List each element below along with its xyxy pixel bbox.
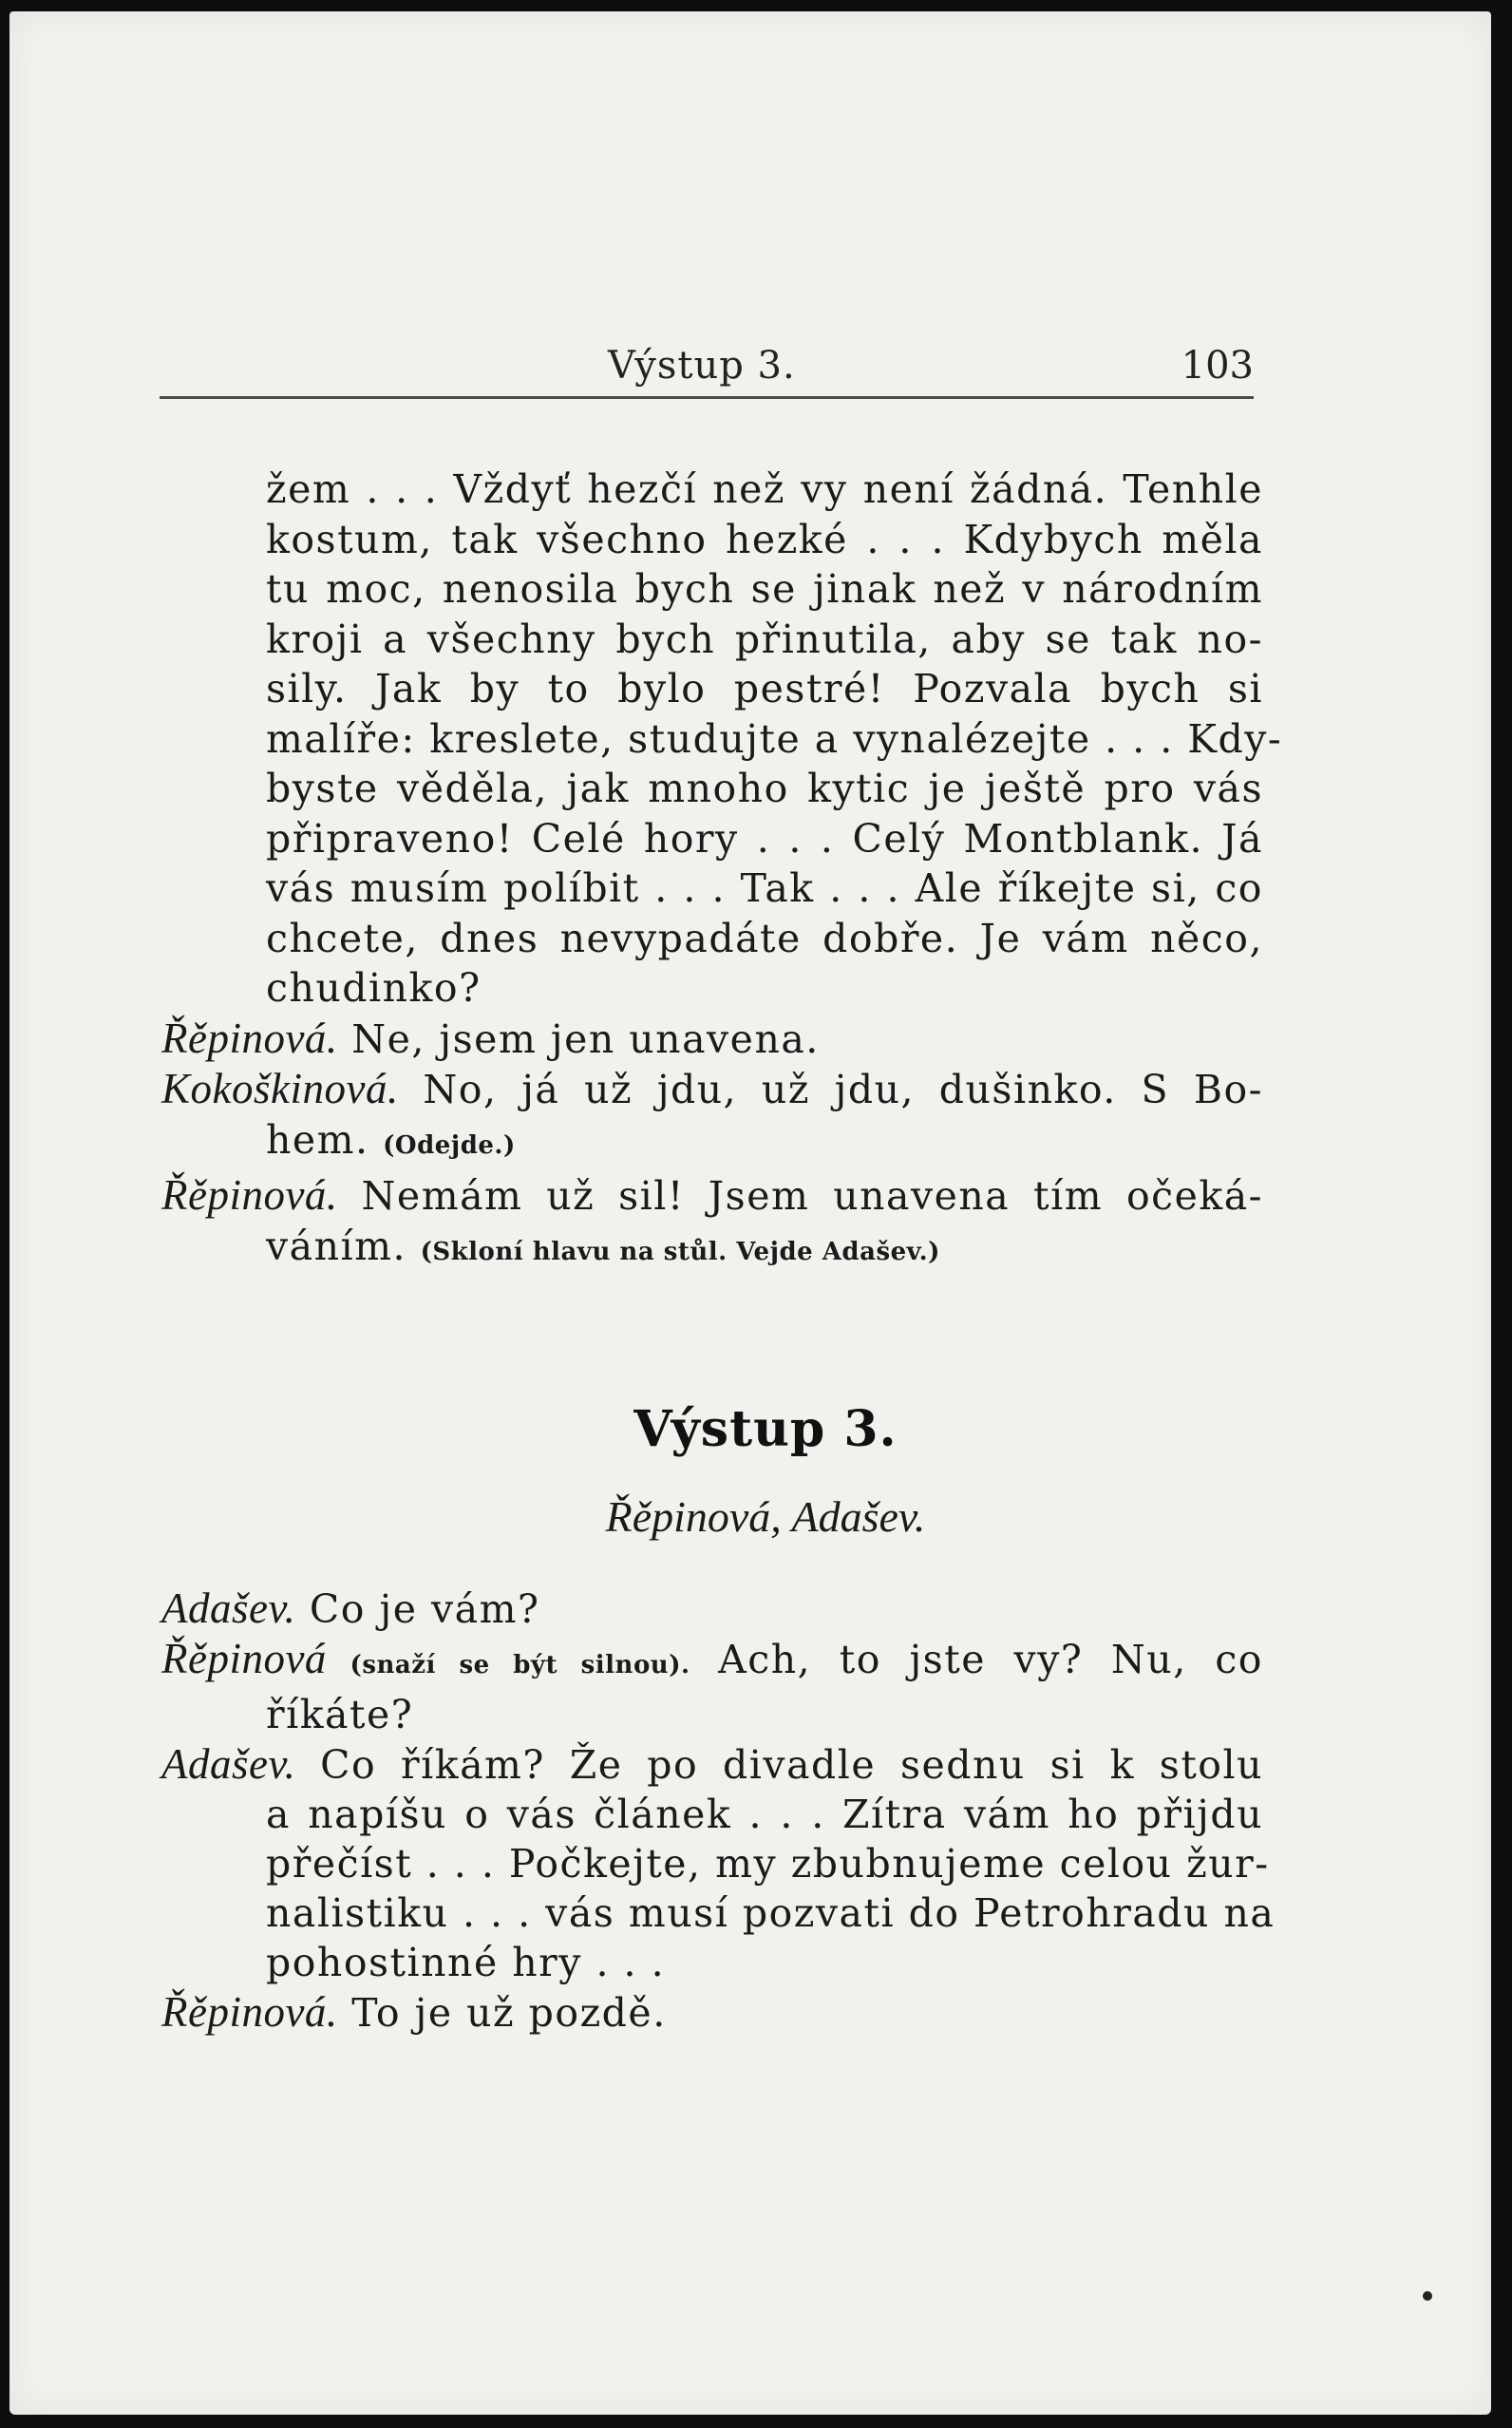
text-block-bottom <box>161 1584 1276 2038</box>
text-line: kroji a všechny bych přinutila, aby se tak no- <box>266 616 1263 662</box>
text-line: žem . . . Vždyť hezčí než vy není žádná. Tenhle <box>266 466 1263 512</box>
dialogue-line <box>161 1739 1263 1790</box>
dialogue-continuation: a napíšu o vás článek . . . Zítra vám ho přijdu <box>266 1792 1263 1837</box>
dialogue-line <box>161 1634 1263 1690</box>
book-page <box>9 11 1491 2415</box>
dialogue-line <box>161 1014 1263 1065</box>
stage-direction: (Skloní hlavu na stůl. Vejde Adašev.) <box>420 1237 940 1266</box>
dialogue-line <box>161 1584 1263 1634</box>
dialogue-continuation: nalistiku . . . vás musí pozvati do Petrohradu na <box>266 1890 1276 1936</box>
dialogue-continuation: pohostinné hry . . . <box>266 1940 666 1985</box>
text-line: chcete, dnes nevypadáte dobře. Je vám něco, <box>266 915 1263 961</box>
stage-direction: (Odejde.) <box>383 1130 516 1160</box>
text-line: tu moc, nenosila bych se jinak než v národním <box>266 566 1263 612</box>
stage-direction: (snaží se být silnou). <box>326 1651 690 1679</box>
scene-cast: Řěpinová, Adašev. <box>605 1492 926 1541</box>
speech-text: Co říkám? Že po divadle sednu si k stolu <box>295 1742 1263 1788</box>
text-line: malíře: kreslete, studujte a vynalézejte . . . Kdy- <box>266 715 1283 762</box>
scene-title: Výstup 3. <box>633 1400 898 1458</box>
dialogue-continuation: přečíst . . . Počkejte, my zbubnujeme celou žur- <box>266 1841 1270 1887</box>
page-number: 103 <box>1181 344 1254 388</box>
speech-text: To je už pozdě. <box>337 1990 667 2036</box>
dialogue-continuation <box>161 1222 1263 1278</box>
dialogue-continuation: říkáte? <box>266 1692 414 1737</box>
header-rule <box>160 396 1254 399</box>
speaker-name: Řěpinová. <box>161 1014 338 1062</box>
speech-text: hem. <box>266 1116 384 1163</box>
dialogue-line <box>161 1064 1263 1115</box>
text-line: byste věděla, jak mnoho kytic je ještě pro vás <box>266 766 1263 811</box>
speaker-name: Řěpinová. <box>161 1988 338 2036</box>
speaker-name: Kokoškinová. <box>161 1065 399 1112</box>
speech-text: váním. <box>266 1223 421 1269</box>
text-line: chudinko? <box>266 965 482 1011</box>
speaker-name: Adašev. <box>161 1740 296 1788</box>
text-line: sily. Jak by to bylo pestré! Pozvala bych si <box>266 666 1263 711</box>
speaker-name: Řěpinová. <box>161 1171 338 1219</box>
speech-text: No, já už jdu, už jdu, dušinko. S Bo- <box>398 1067 1263 1112</box>
dialogue-line <box>161 1170 1263 1222</box>
text-line: kostum, tak všechno hezké . . . Kdybych měla <box>266 516 1263 562</box>
ink-speck <box>1423 2291 1432 2301</box>
text-line: vás musím políbit . . . Tak . . . Ale říkejte si, co <box>266 865 1263 911</box>
speech-text: Ach, to jste vy? Nu, co <box>690 1637 1263 1682</box>
page-header <box>161 344 1254 401</box>
speech-text: Co je vám? <box>295 1586 540 1632</box>
speech-text: Ne, jsem jen unavena. <box>337 1015 820 1062</box>
dialogue-continuation <box>161 1115 1263 1171</box>
speech-text: Nemám už sil! Jsem unavena tím očeká- <box>337 1173 1263 1219</box>
text-line: připraveno! Celé hory . . . Celý Montblank. Já <box>266 815 1263 862</box>
speaker-name: Adašev. <box>161 1584 296 1632</box>
speaker-name: Řěpinová <box>161 1635 327 1682</box>
text-block-top <box>161 465 1283 1277</box>
dialogue-line <box>161 1987 1263 2038</box>
running-title: Výstup 3. <box>608 344 796 388</box>
